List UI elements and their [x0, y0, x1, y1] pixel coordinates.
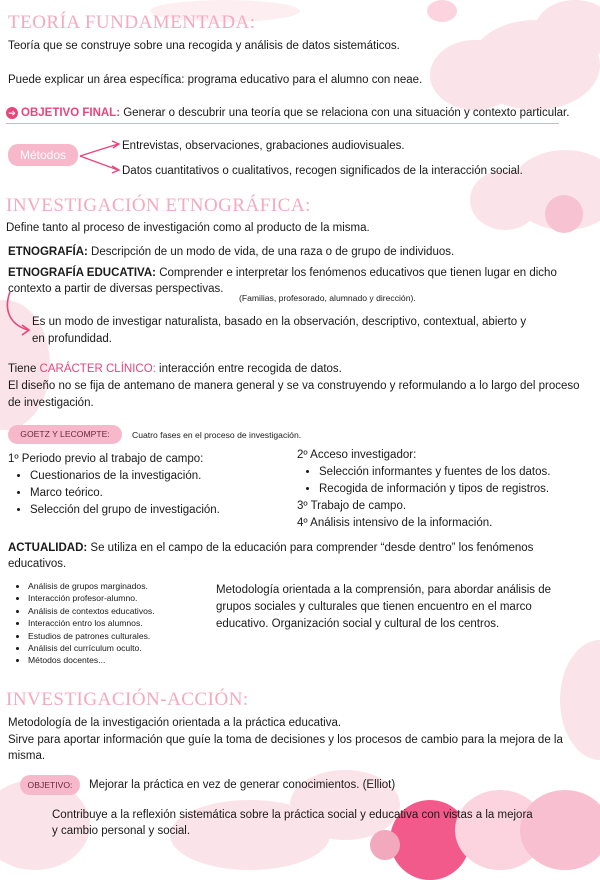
method-2: Datos cuantitativos o cualitativos, recogen significados de la interacción social. [122, 165, 523, 177]
curved-arrow-icon [4, 290, 34, 340]
naturalist-2: en profundidad. [32, 333, 112, 345]
etno-definition [8, 245, 454, 261]
arrow-right-icon: ➔ [6, 107, 18, 119]
decor-cloud [430, 40, 520, 110]
etno-label: ETNOGRAFÍA: [8, 246, 88, 258]
phase-1-title: 1º Periodo previo al trabajo de campo: [8, 453, 204, 465]
clinico-label: CARÁCTER CLÍNICO: [39, 363, 156, 375]
design-2: de investigación. [8, 397, 94, 409]
clinico-pre: Tiene [8, 363, 40, 375]
phase-2-title: 2º Acceso investigador: [297, 449, 417, 461]
clinico-post: interacción entre recogida de datos. [155, 363, 342, 375]
goetz-text: Cuatro fases en el proceso de investigación. [132, 430, 302, 440]
list-item: • Estudios de patrones culturales. [28, 630, 228, 642]
goetz-pill: GOETZ Y LECOMPTE: [8, 425, 122, 444]
etno-edu-text-1: Comprender e interpretar los fenómenos educativos que tienen lugar en dicho [156, 267, 557, 279]
phase-2-list [297, 464, 597, 498]
methodology-3: educativo. Organización social y cultural de los centros. [216, 618, 500, 630]
naturalist-1: Es un modo de investigar naturalista, basado en la observación, descriptivo, contextual, abierto y [32, 316, 527, 328]
contrib-1: Contribuye a la reflexión sistemática sobre la práctica social y educativa con vistas a la mejora [52, 809, 533, 821]
list-item: • Selección del grupo de investigación. [30, 502, 288, 519]
decor-ball [370, 830, 400, 860]
phase-1-list [8, 468, 288, 519]
analysis-list [10, 580, 228, 667]
teoria-objective [21, 106, 569, 122]
phase-3: 3º Trabajo de campo. [297, 499, 407, 512]
actualidad-text-1: Se utiliza en el campo de la educación para comprender “desde dentro” los fenómenos [87, 542, 534, 554]
etno-edu-definition [8, 266, 557, 282]
methodology-2: grupos sociales y culturales que tienen encuentro en el marco [216, 601, 532, 613]
phase-1-block [8, 452, 288, 519]
clinical-character [8, 362, 342, 378]
design-1: El diseño no se fija de antemano de manera general y se va construyendo y reformulando a lo largo del proceso [8, 380, 580, 392]
accion-line-1: Metodología de la investigación orientada a la práctica educativa. [8, 717, 342, 729]
accion-line-3: misma. [8, 750, 46, 762]
list-item: • Recogida de información y tipos de registros. [319, 481, 597, 498]
etno-edu-text-2: contexto a partir de diversas perspectivas. [8, 283, 224, 295]
etno-intro: Define tanto al proceso de investigación como al producto de la misma. [6, 222, 370, 234]
phase-4: 4º Análisis intensivo de la información. [297, 517, 493, 529]
list-item: • Selección informantes y fuentes de los datos. [319, 464, 597, 481]
methodology-1: Metodología orientada a la comprensión, para abordar análisis de [216, 584, 551, 596]
list-item: • Marco teórico. [30, 485, 288, 502]
accion-objective-text: Mejorar la práctica en vez de generar conocimientos. (Elliot) [89, 779, 396, 791]
objective-underline [6, 123, 559, 124]
decor-ball [545, 195, 583, 233]
teoria-line-1: Teoría que se construye sobre una recogida y análisis de datos sistemáticos. [8, 40, 400, 52]
decor-ball [427, 0, 457, 22]
phase-2-block [297, 448, 597, 532]
list-item: • Análisis de grupos marginados. [28, 580, 228, 592]
section-title-accion: INVESTIGACIÓN-ACCIÓN: [6, 689, 249, 710]
etno-text: Descripción de un modo de vida, de una raza o de grupo de individuos. [87, 246, 455, 258]
objective-pill: OBJETIVO: [20, 775, 80, 795]
teoria-line-2: Puede explicar un área específica: programa educativo para el alumno con neae. [8, 74, 423, 86]
decor-ball [520, 790, 600, 870]
actualidad-label: ACTUALIDAD: [8, 542, 88, 554]
list-item: • Interacción profesor-alumno. [28, 592, 228, 604]
list-item: • Interacción entro los alumnos. [28, 617, 228, 629]
list-item: • Cuestionarios de la investigación. [30, 468, 288, 485]
section-title-teoria: TEORÍA FUNDAMENTADA: [8, 12, 256, 33]
accion-line-2: Sirve para aportar información que guíe la toma de decisiones y los procesos de cambio para la mejora de la [8, 734, 563, 746]
etno-edu-note: (Familias, profesorado, alumnado y dirección). [239, 293, 416, 303]
actualidad-text-2: educativos. [8, 558, 67, 570]
methods-pill: Métodos [8, 144, 78, 166]
decor-cloud [560, 640, 600, 760]
etno-edu-label: ETNOGRAFÍA EDUCATIVA: [8, 267, 157, 279]
objective-label: OBJETIVO FINAL: [21, 107, 121, 119]
methods-arrows [78, 136, 124, 176]
section-title-etnografica: INVESTIGACIÓN ETNOGRÁFICA: [6, 195, 311, 216]
objective-text: Generar o descubrir una teoría que se relaciona con una situación y contexto particular. [120, 107, 570, 119]
list-item: • Análisis del currículum oculto. [28, 642, 228, 654]
list-item: • Métodos docentes... [28, 654, 228, 666]
method-1: Entrevistas, observaciones, grabaciones audiovisuales. [122, 140, 405, 152]
list-item: • Análisis de contextos educativos. [28, 605, 228, 617]
actualidad [8, 541, 533, 557]
contrib-2: y cambio personal y social. [52, 825, 191, 837]
